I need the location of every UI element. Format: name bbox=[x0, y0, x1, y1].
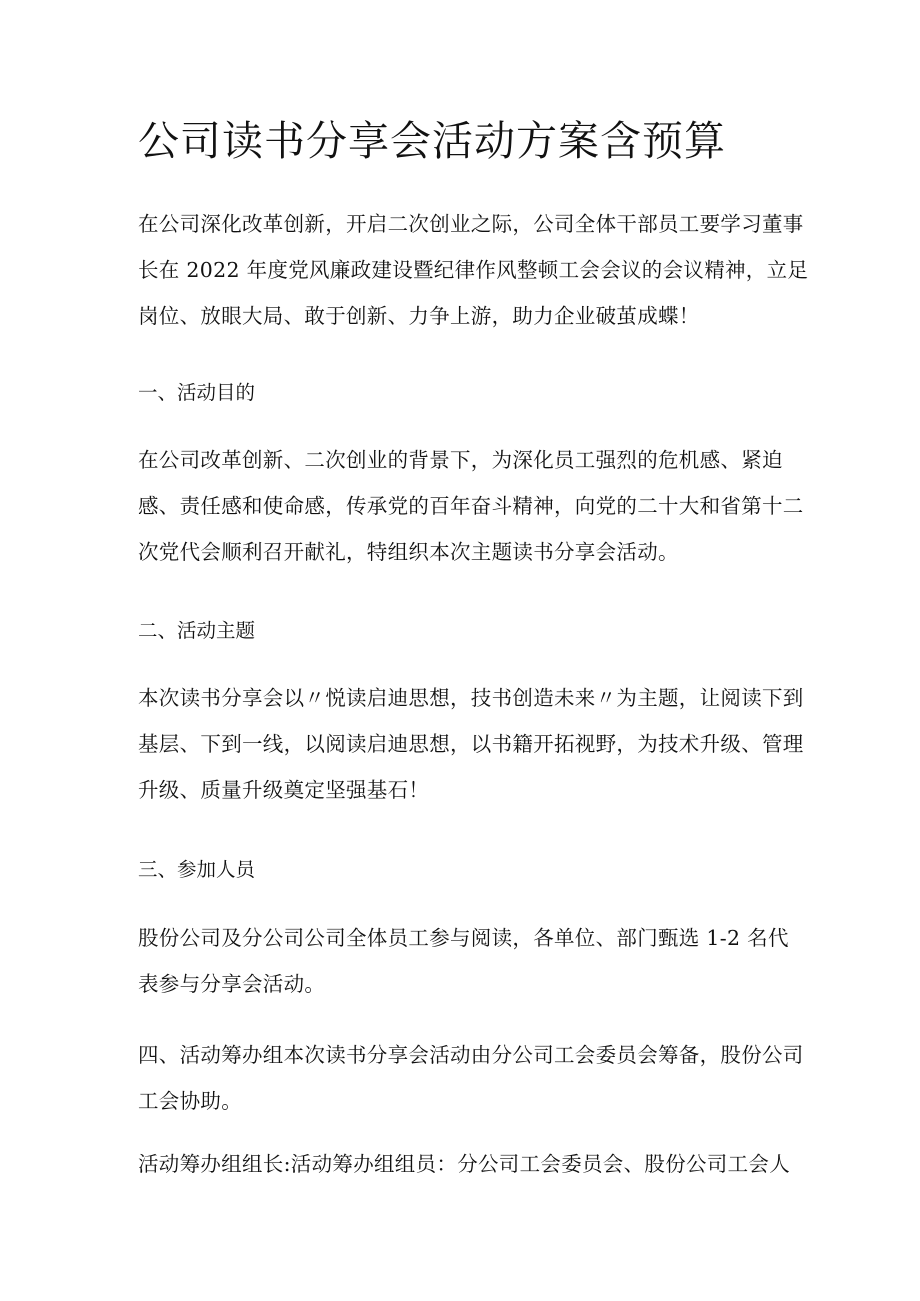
paragraph-line: 次党代会顺利召开献礼，特组织本次主题读书分享会活动。 bbox=[138, 540, 679, 564]
section-heading-participants: 三、参加人员 bbox=[138, 858, 256, 881]
document-title: 公司读书分享会活动方案含预算 bbox=[138, 117, 726, 165]
paragraph-line: 在公司改革创新、二次创业的背景下，为深化员工强烈的危机感、紧迫 bbox=[138, 448, 783, 472]
paragraph-line: 基层、下到一线，以阅读启迪思想，以书籍开拓视野，为技术升级、管理 bbox=[138, 732, 804, 756]
paragraph-line: 在公司深化改革创新，开启二次创业之际，公司全体干部员工要学习董事 bbox=[138, 212, 804, 236]
purpose-paragraph bbox=[138, 437, 804, 575]
paragraph-line: 活动筹办组组长:活动筹办组组员：分公司工会委员会、股份公司工会人 bbox=[138, 1152, 791, 1176]
participants-paragraph bbox=[138, 915, 788, 1007]
paragraph-line: 岗位、放眼大局、敢于创新、力争上游，助力企业破茧成蝶！ bbox=[138, 304, 700, 328]
organizing-members-paragraph bbox=[138, 1143, 791, 1185]
paragraph-line: 长在 2022 年度党风廉政建设暨纪律作风整顿工会会议的会议精神，立足 bbox=[138, 258, 809, 282]
intro-paragraph bbox=[138, 201, 809, 339]
organizing-group-paragraph bbox=[138, 1032, 804, 1124]
section-heading-purpose: 一、活动目的 bbox=[138, 381, 256, 404]
paragraph-line: 四、活动筹办组本次读书分享会活动由分公司工会委员会筹备，股份公司 bbox=[138, 1043, 804, 1067]
paragraph-line: 表参与分享会活动。 bbox=[138, 972, 326, 996]
paragraph-line: 升级、质量升级奠定坚强基石！ bbox=[138, 778, 430, 802]
paragraph-line: 感、责任感和使命感，传承党的百年奋斗精神，向党的二十大和省第十二 bbox=[138, 494, 804, 518]
paragraph-line: 股份公司及分公司公司全体员工参与阅读，各单位、部门甄选 1-2 名代 bbox=[138, 926, 789, 950]
paragraph-line: 本次读书分享会以〃悦读启迪思想，技书创造未来〃为主题，让阅读下到 bbox=[138, 686, 804, 710]
section-heading-theme: 二、活动主题 bbox=[138, 619, 256, 642]
theme-paragraph bbox=[138, 675, 804, 813]
paragraph-line: 工会协助。 bbox=[138, 1089, 242, 1113]
